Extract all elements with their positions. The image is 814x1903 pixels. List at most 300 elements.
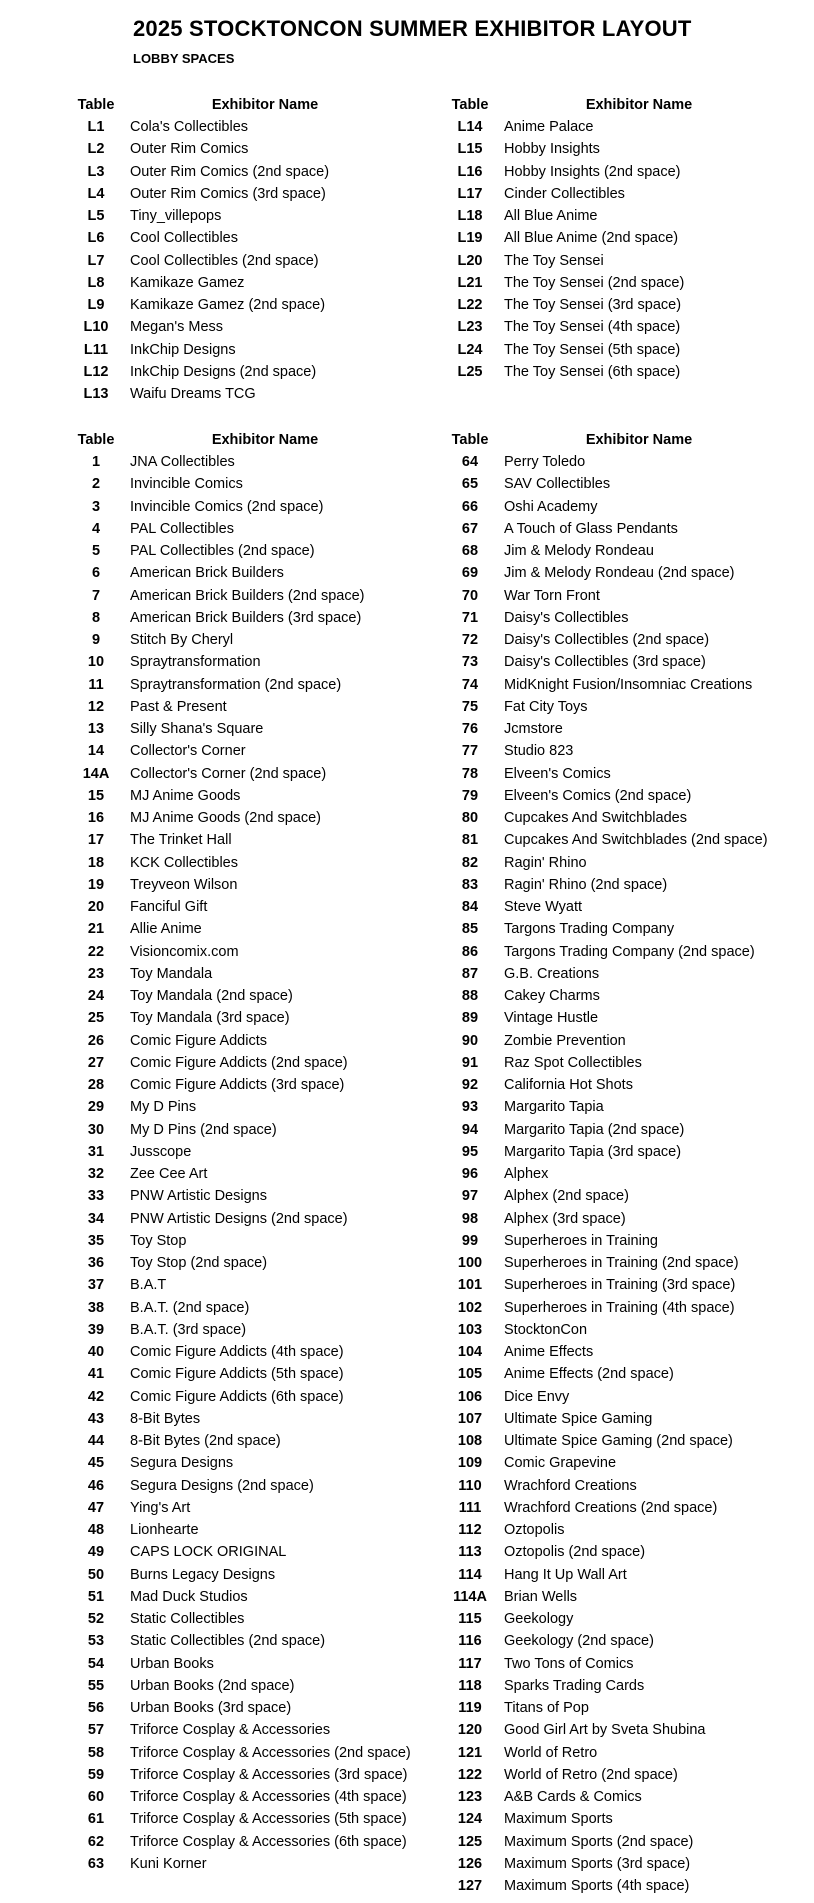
exhibitor-name: Superheroes in Training (2nd space) (504, 1255, 739, 1271)
exhibitor-name: Alphex (3rd space) (504, 1210, 626, 1227)
exhibitor-name: Anime Palace (504, 119, 594, 135)
exhibitor-name: Toy Mandala (2nd space) (130, 988, 293, 1004)
exhibitor-name: Jusscope (130, 1143, 192, 1160)
exhibitor-name: Past & Present (130, 698, 227, 715)
table-column-header: Table (451, 97, 489, 113)
table-number: 40 (87, 1344, 105, 1360)
exhibitor-name: 8-Bit Bytes (2nd space) (130, 1433, 281, 1449)
table-number: 4 (91, 520, 101, 537)
exhibitor-name: Oztopolis (504, 1522, 565, 1538)
exhibitor-name: Invincible Comics (130, 476, 243, 493)
table-number: 100 (457, 1255, 483, 1271)
table-number: 114 (458, 1566, 482, 1583)
exhibitor-name: Elveen's Comics (504, 765, 611, 782)
exhibitor-name: Daisy's Collectibles (3rd space) (504, 654, 706, 671)
exhibitor-name: All Blue Anime (2nd space) (504, 230, 679, 247)
exhibitor-name: American Brick Builders (3rd space) (130, 609, 362, 626)
table-number: 56 (87, 1700, 105, 1716)
exhibitor-name: My D Pins (130, 1099, 197, 1116)
table-number: 126 (457, 1855, 483, 1872)
table-number: 6 (91, 565, 101, 582)
exhibitor-name: Comic Figure Addicts (3rd space) (130, 1077, 345, 1093)
exhibitor-name: Ragin' Rhino (2nd space) (504, 876, 668, 893)
table-number: 117 (458, 1655, 482, 1672)
table-number: 22 (87, 943, 105, 960)
table-number: 44 (87, 1433, 105, 1449)
table-number: 28 (87, 1077, 105, 1093)
table-number: 91 (461, 1054, 479, 1071)
exhibitor-name: JNA Collectibles (130, 454, 235, 470)
table-number: L21 (457, 274, 483, 291)
exhibitor-name: Spraytransformation (2nd space) (130, 676, 342, 693)
exhibitor-name: Hobby Insights (504, 141, 600, 158)
table-number: 49 (87, 1544, 105, 1561)
exhibitor-name: Margarito Tapia (2nd space) (504, 1121, 685, 1138)
exhibitor-name: Silly Shana's Square (130, 721, 264, 737)
exhibitor-name: SAV Collectibles (504, 476, 611, 493)
table-number: 10 (87, 654, 105, 671)
table-number: 12 (87, 698, 105, 715)
table-number: 51 (87, 1588, 105, 1605)
table-number: 8 (91, 609, 101, 626)
table-number: 95 (461, 1143, 479, 1160)
exhibitor-name: MidKnight Fusion/Insomniac Creations (504, 676, 753, 693)
table-number: 107 (457, 1410, 483, 1427)
table-number: 119 (458, 1700, 482, 1716)
table-number: L22 (457, 297, 483, 313)
table-number: L14 (457, 119, 483, 135)
table-number: 23 (87, 965, 105, 982)
exhibitor-name: The Toy Sensei (6th space) (504, 363, 681, 380)
exhibitor-name: Oztopolis (2nd space) (504, 1544, 646, 1561)
table-number: 115 (458, 1611, 482, 1627)
table-column-header: Table (451, 432, 489, 448)
exhibitor-name: Collector's Corner (2nd space) (130, 765, 327, 782)
exhibitor-name: Kamikaze Gamez (130, 274, 245, 291)
exhibitor-name: Maximum Sports (3rd space) (504, 1855, 691, 1872)
table-number: 50 (87, 1566, 105, 1583)
table-number: L16 (457, 163, 483, 180)
table-number: L12 (83, 363, 109, 380)
table-number: 17 (87, 832, 105, 849)
exhibitor-name: Tiny_villepops (130, 208, 222, 224)
table-number: 55 (87, 1677, 105, 1694)
table-number: 39 (87, 1321, 105, 1338)
table-number: 9 (91, 632, 101, 648)
table-number: 97 (461, 1188, 479, 1205)
table-number: 53 (87, 1633, 105, 1650)
table-number: L13 (83, 386, 109, 402)
exhibitor-name: Good Girl Art by Sveta Shubina (504, 1722, 706, 1739)
exhibitor-name: Segura Designs (2nd space) (130, 1477, 314, 1494)
table-number: L11 (83, 341, 109, 358)
table-number: 70 (461, 587, 479, 604)
table-number: 21 (87, 921, 105, 938)
table-number: 11 (88, 676, 104, 693)
table-number: 43 (87, 1410, 105, 1427)
exhibitor-name-column-header: Exhibitor Name (211, 97, 319, 113)
exhibitor-name: Kuni Korner (130, 1855, 207, 1872)
table-number: L17 (457, 185, 483, 202)
table-number: L20 (457, 252, 483, 269)
exhibitor-name: Raz Spot Collectibles (504, 1054, 642, 1071)
table-number: 20 (87, 899, 105, 915)
table-column-header: Table (77, 432, 115, 448)
table-number: 37 (87, 1277, 105, 1294)
exhibitor-name: StocktonCon (504, 1321, 588, 1338)
exhibitor-name: Urban Books (2nd space) (130, 1677, 295, 1694)
table-number: 121 (457, 1744, 483, 1761)
table-number: 31 (87, 1143, 105, 1160)
exhibitor-name: Lionhearte (130, 1522, 199, 1538)
table-number: 48 (87, 1522, 105, 1538)
exhibitor-name: World of Retro (504, 1744, 598, 1761)
exhibitor-name: World of Retro (2nd space) (504, 1766, 678, 1783)
exhibitor-name: MJ Anime Goods (2nd space) (130, 810, 322, 826)
table-number: 64 (461, 454, 479, 470)
table-number: L4 (87, 185, 105, 202)
table-number: 1 (91, 454, 101, 470)
exhibitor-name: Invincible Comics (2nd space) (130, 498, 324, 515)
table-number: 104 (457, 1344, 483, 1360)
exhibitor-name: Anime Effects (504, 1344, 594, 1360)
exhibitor-name: Triforce Cosplay & Accessories (5th space) (130, 1811, 407, 1828)
table-number: 89 (461, 1010, 479, 1027)
table-number: 66 (461, 498, 479, 515)
exhibitor-name: The Toy Sensei (4th space) (504, 319, 681, 336)
table-number: 16 (87, 810, 105, 826)
exhibitor-name: American Brick Builders (130, 565, 284, 582)
exhibitor-name: War Torn Front (504, 587, 600, 604)
exhibitor-name: Margarito Tapia (3rd space) (504, 1143, 682, 1160)
exhibitor-name: Dice Envy (504, 1388, 570, 1405)
table-number: 79 (461, 787, 479, 804)
exhibitor-name: The Toy Sensei (5th space) (504, 341, 681, 358)
exhibitor-name: Urban Books (3rd space) (130, 1700, 292, 1716)
exhibitor-name: Geekology (2nd space) (504, 1633, 654, 1650)
exhibitor-name: The Toy Sensei (504, 252, 604, 269)
table-number: 80 (461, 810, 479, 826)
exhibitor-name: MJ Anime Goods (130, 787, 241, 804)
table-number: L2 (87, 141, 105, 158)
exhibitor-name: My D Pins (2nd space) (130, 1121, 277, 1138)
exhibitor-name: InkChip Designs (130, 341, 236, 358)
table-number: 54 (87, 1655, 105, 1672)
exhibitor-name: Visioncomix.com (130, 943, 239, 960)
exhibitor-name: Kamikaze Gamez (2nd space) (130, 297, 326, 313)
table-number: 110 (458, 1477, 482, 1494)
table-number: 114A (453, 1588, 487, 1605)
table-number: L5 (87, 208, 105, 224)
table-number: 77 (461, 743, 479, 760)
exhibitor-name: Jim & Melody Rondeau (2nd space) (504, 565, 735, 582)
table-number: 82 (461, 854, 479, 871)
exhibitor-name: Ultimate Spice Gaming (2nd space) (504, 1433, 733, 1449)
table-number: 32 (87, 1166, 105, 1182)
exhibitor-name: Fat City Toys (504, 698, 588, 715)
table-number: 73 (461, 654, 479, 671)
exhibitor-name: Cool Collectibles (2nd space) (130, 252, 319, 269)
table-number: 96 (461, 1166, 479, 1182)
exhibitor-name: Oshi Academy (504, 498, 598, 515)
table-number: 74 (461, 676, 479, 693)
exhibitor-name: Outer Rim Comics (3rd space) (130, 185, 326, 202)
table-number: 69 (461, 565, 479, 582)
exhibitor-name: B.A.T. (2nd space) (130, 1299, 250, 1316)
exhibitor-name: InkChip Designs (2nd space) (130, 363, 317, 380)
exhibitor-name: Targons Trading Company (504, 921, 675, 938)
exhibitor-name: PNW Artistic Designs (2nd space) (130, 1210, 348, 1227)
exhibitor-name: Wrachford Creations (2nd space) (504, 1499, 718, 1516)
table-number: 101 (457, 1277, 483, 1294)
table-number: L8 (87, 274, 105, 291)
exhibitor-name: Toy Mandala (3rd space) (130, 1010, 290, 1027)
table-number: 71 (461, 609, 479, 626)
table-number: 65 (461, 476, 479, 493)
exhibitor-name: Zombie Prevention (504, 1032, 626, 1049)
table-number: 62 (87, 1833, 105, 1850)
exhibitor-name: Maximum Sports (504, 1811, 613, 1828)
exhibitor-name: Superheroes in Training (4th space) (504, 1299, 735, 1316)
table-number: 38 (87, 1299, 105, 1316)
table-number: 41 (87, 1366, 105, 1383)
table-number: L25 (457, 363, 483, 380)
exhibitor-name: Steve Wyatt (504, 899, 583, 915)
table-number: 72 (461, 632, 479, 648)
table-number: 46 (87, 1477, 105, 1494)
table-number: 63 (87, 1855, 105, 1872)
table-number: 86 (461, 943, 479, 960)
table-number: 90 (461, 1032, 479, 1049)
exhibitor-name: Alphex (2nd space) (504, 1188, 629, 1205)
table-number: 123 (457, 1789, 483, 1805)
exhibitor-name: The Trinket Hall (130, 832, 232, 849)
table-number: 87 (461, 965, 479, 982)
table-number: L6 (87, 230, 105, 247)
exhibitor-name: Comic Figure Addicts (2nd space) (130, 1054, 348, 1071)
table-number: 98 (461, 1210, 479, 1227)
table-number: 93 (461, 1099, 479, 1116)
table-number: 61 (87, 1811, 105, 1828)
exhibitor-name: Outer Rim Comics (130, 141, 249, 158)
table-number: 111 (458, 1499, 482, 1516)
exhibitor-name: Cinder Collectibles (504, 185, 625, 202)
table-number: 45 (87, 1455, 105, 1472)
exhibitor-name: Static Collectibles (2nd space) (130, 1633, 326, 1650)
table-column-header: Table (77, 97, 115, 113)
exhibitor-name: Anime Effects (2nd space) (504, 1366, 674, 1383)
exhibitor-name: Triforce Cosplay & Accessories (130, 1722, 331, 1739)
table-number: 103 (457, 1321, 483, 1338)
exhibitor-name: Outer Rim Comics (2nd space) (130, 163, 330, 180)
exhibitor-name: Daisy's Collectibles (504, 609, 629, 626)
exhibitor-name: Burns Legacy Designs (130, 1566, 276, 1583)
page-title: 2025 STOCKTONCON SUMMER EXHIBITOR LAYOUT (133, 16, 692, 41)
table-number: 59 (87, 1766, 105, 1783)
exhibitor-name: Ying's Art (130, 1499, 191, 1516)
table-number: L1 (87, 119, 105, 135)
exhibitor-name: G.B. Creations (504, 965, 600, 982)
table-number: 35 (87, 1232, 105, 1249)
exhibitor-name: PAL Collectibles (2nd space) (130, 543, 315, 559)
exhibitor-name: Treyveon Wilson (130, 876, 238, 893)
table-number: 57 (87, 1722, 105, 1739)
exhibitor-name: Jim & Melody Rondeau (504, 543, 654, 559)
table-number: 120 (457, 1722, 483, 1739)
exhibitor-name: A Touch of Glass Pendants (504, 520, 678, 537)
table-number: 68 (461, 543, 479, 559)
exhibitor-name: Maximum Sports (4th space) (504, 1878, 690, 1894)
exhibitor-name: Comic Figure Addicts (130, 1032, 267, 1049)
table-number: 3 (91, 498, 101, 515)
exhibitor-name: 8-Bit Bytes (130, 1410, 201, 1427)
table-number: 27 (87, 1054, 105, 1071)
table-number: L9 (87, 297, 105, 313)
exhibitor-name: Hang It Up Wall Art (504, 1566, 627, 1583)
table-number: 124 (457, 1811, 483, 1828)
table-number: 116 (458, 1633, 482, 1650)
table-number: L7 (87, 252, 105, 269)
table-number: L18 (457, 208, 483, 224)
table-number: 81 (461, 832, 479, 849)
exhibitor-name: Cool Collectibles (130, 230, 238, 247)
exhibitor-name: California Hot Shots (504, 1077, 633, 1093)
exhibitor-name: PNW Artistic Designs (130, 1188, 267, 1205)
exhibitor-name: Collector's Corner (130, 743, 246, 760)
exhibitor-name: Ragin' Rhino (504, 854, 587, 871)
exhibitor-name: Toy Stop (2nd space) (130, 1255, 268, 1271)
exhibitor-name: A&B Cards & Comics (504, 1789, 642, 1805)
exhibitor-name: Geekology (504, 1611, 574, 1627)
exhibitor-name: Triforce Cosplay & Accessories (3rd space) (130, 1766, 408, 1783)
exhibitor-name: Hobby Insights (2nd space) (504, 163, 681, 180)
table-number: 83 (461, 876, 479, 893)
exhibitor-name: Brian Wells (504, 1588, 578, 1605)
exhibitor-name: Elveen's Comics (2nd space) (504, 787, 692, 804)
table-number: 67 (461, 520, 479, 537)
exhibitor-name: American Brick Builders (2nd space) (130, 587, 365, 604)
table-number: L24 (457, 341, 483, 358)
table-number: 60 (87, 1789, 105, 1805)
exhibitor-name: Cola's Collectibles (130, 119, 249, 135)
exhibitor-name: Comic Grapevine (504, 1455, 617, 1472)
exhibitor-name: Megan's Mess (130, 319, 224, 336)
exhibitor-name: Cupcakes And Switchblades (2nd space) (504, 832, 768, 849)
table-number: 5 (91, 543, 101, 559)
table-number: 14 (87, 743, 105, 760)
page-subtitle: LOBBY SPACES (133, 51, 235, 66)
table-number: 94 (461, 1121, 479, 1138)
exhibitor-name: Vintage Hustle (504, 1010, 599, 1027)
exhibitor-name: Segura Designs (130, 1455, 234, 1472)
exhibitor-name: Superheroes in Training (3rd space) (504, 1277, 736, 1294)
table-number: 13 (87, 721, 105, 737)
exhibitor-name: Waifu Dreams TCG (130, 386, 256, 402)
exhibitor-name: Triforce Cosplay & Accessories (6th space) (130, 1833, 407, 1850)
exhibitor-name: Allie Anime (130, 921, 202, 938)
exhibitor-name: Comic Figure Addicts (5th space) (130, 1366, 344, 1383)
table-number: 30 (87, 1121, 105, 1138)
exhibitor-name: B.A.T (130, 1277, 167, 1294)
exhibitor-name: Cakey Charms (504, 988, 600, 1004)
table-number: 92 (461, 1077, 479, 1093)
table-number: 85 (461, 921, 479, 938)
exhibitor-name: Urban Books (130, 1655, 214, 1672)
exhibitor-name: Mad Duck Studios (130, 1588, 248, 1605)
exhibitor-name: Sparks Trading Cards (504, 1677, 645, 1694)
table-number: 78 (461, 765, 479, 782)
table-number: L15 (457, 141, 483, 158)
exhibitor-name: The Toy Sensei (2nd space) (504, 274, 685, 291)
table-number: 33 (87, 1188, 105, 1205)
exhibitor-name: Triforce Cosplay & Accessories (2nd space) (130, 1744, 411, 1761)
table-number: 108 (457, 1433, 483, 1449)
table-number: L23 (457, 319, 483, 336)
table-number: 122 (457, 1766, 483, 1783)
exhibitor-name: The Toy Sensei (3rd space) (504, 297, 682, 313)
table-number: 7 (91, 587, 101, 604)
table-number: L10 (83, 319, 109, 336)
table-number: 105 (457, 1366, 483, 1383)
exhibitor-name: Daisy's Collectibles (2nd space) (504, 632, 710, 648)
table-number: 19 (87, 876, 105, 893)
exhibitor-name: Maximum Sports (2nd space) (504, 1833, 694, 1850)
exhibitor-name: Perry Toledo (504, 454, 586, 470)
exhibitor-name-column-header: Exhibitor Name (585, 97, 693, 113)
table-number: L19 (457, 230, 483, 247)
exhibitor-name: All Blue Anime (504, 208, 598, 224)
table-number: 113 (458, 1544, 482, 1561)
table-number: 125 (457, 1833, 483, 1850)
exhibitor-name: Superheroes in Training (504, 1232, 658, 1249)
table-number: 84 (461, 899, 479, 915)
table-number: 109 (457, 1455, 483, 1472)
table-number: 42 (87, 1388, 105, 1405)
table-number: 58 (87, 1744, 105, 1761)
exhibitor-name: PAL Collectibles (130, 520, 234, 537)
exhibitor-name: Triforce Cosplay & Accessories (4th space) (130, 1789, 407, 1805)
table-number: L3 (87, 163, 105, 180)
exhibitor-name: Targons Trading Company (2nd space) (504, 943, 755, 960)
table-number: 29 (87, 1099, 105, 1116)
exhibitor-name: Titans of Pop (504, 1700, 589, 1716)
exhibitor-name-column-header: Exhibitor Name (211, 432, 319, 448)
exhibitor-name: Static Collectibles (130, 1611, 245, 1627)
table-number: 52 (87, 1611, 105, 1627)
table-number: 25 (87, 1010, 105, 1027)
table-number: 47 (87, 1499, 105, 1516)
exhibitor-name: Fanciful Gift (130, 899, 208, 915)
table-number: 15 (87, 787, 105, 804)
exhibitor-name: Zee Cee Art (130, 1166, 208, 1182)
exhibitor-name: Stitch By Cheryl (130, 632, 234, 648)
table-number: 106 (457, 1388, 483, 1405)
table-number: 18 (87, 854, 105, 871)
exhibitor-name: Margarito Tapia (504, 1099, 604, 1116)
exhibitor-name: Ultimate Spice Gaming (504, 1410, 653, 1427)
table-number: 14A (82, 765, 110, 782)
exhibitor-name: Studio 823 (504, 743, 574, 760)
exhibitor-name-column-header: Exhibitor Name (585, 432, 693, 448)
exhibitor-name: Alphex (504, 1166, 549, 1182)
table-number: 75 (461, 698, 479, 715)
table-number: 36 (87, 1255, 105, 1271)
table-number: 118 (458, 1677, 482, 1694)
table-number: 76 (461, 721, 479, 737)
table-number: 102 (457, 1299, 483, 1316)
exhibitor-name: KCK Collectibles (130, 854, 238, 871)
table-number: 127 (457, 1878, 483, 1894)
